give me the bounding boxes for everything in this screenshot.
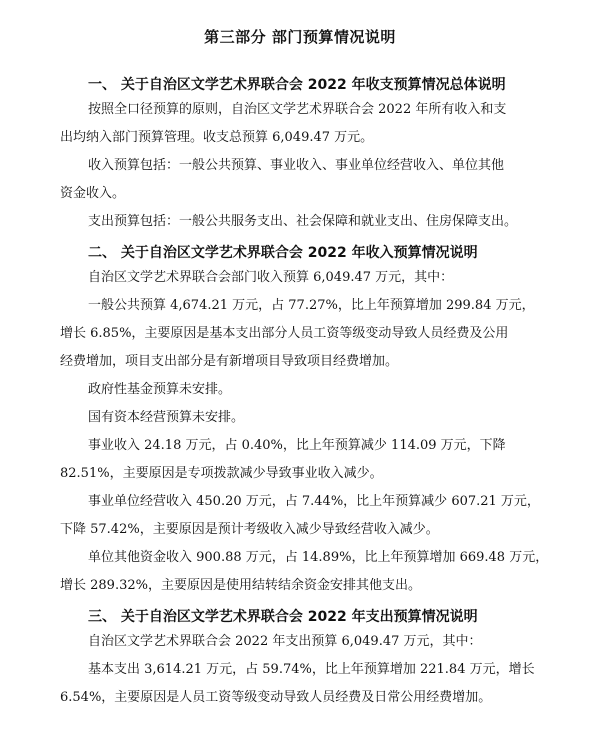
section-1-heading: 一、 关于自治区文学艺术界联合会 2022 年收支预算情况总体说明 [88,77,506,93]
section-2-heading: 二、 关于自治区文学艺术界联合会 2022 年收入预算情况说明 [88,245,478,261]
paragraph-line: 增长 6.85%，主要原因是基本支出部分人员工资等级变动导致人员经费及公用 [60,326,509,341]
paragraph-line: 6.54%，主要原因是人员工资等级变动导致人员经费及日常公用经费增加。 [60,690,492,705]
paragraph-line: 事业单位经营收入 450.20 万元，占 7.44%，比上年预算减少 607.21 万元， [88,494,540,509]
paragraph-line: 事业收入 24.18 万元，占 0.40%，比上年预算减少 114.09 万元，下降 [88,438,506,453]
paragraph-line: 出均纳入部门预算管理。收支总预算 6,049.47 万元。 [60,130,374,145]
paragraph-line: 一般公共预算 4,674.21 万元，占 77.27%，比上年预算增加 299.84 万元， [88,298,535,313]
paragraph-line: 按照全口径预算的原则，自治区文学艺术界联合会 2022 年所有收入和支 [88,102,507,117]
paragraph-line: 单位其他资金收入 900.88 万元，占 14.89%，比上年预算增加 669.48 万元， [88,550,549,565]
paragraph-line: 收入预算包括：一般公共预算、事业收入、事业单位经营收入、单位其他 [88,158,505,173]
paragraph-line: 下降 57.42%，主要原因是预计考级收入减少导致经营收入减少。 [60,522,439,537]
paragraph-line: 支出预算包括：一般公共服务支出、社会保障和就业支出、住房保障支出。 [88,214,518,229]
paragraph-line: 增长 289.32%，主要原因是使用结转结余资金安排其他支出。 [60,578,421,593]
paragraph-line: 自治区文学艺术界联合会部门收入预算 6,049.47 万元，其中： [88,270,454,285]
page-title: 第三部分 部门预算情况说明 [204,28,396,46]
paragraph-line: 82.51%，主要原因是专项拨款减少导致事业收入减少。 [60,466,383,481]
section-3-heading: 三、 关于自治区文学艺术界联合会 2022 年支出预算情况说明 [88,609,478,625]
paragraph-line: 基本支出 3,614.21 万元，占 59.74%，比上年预算增加 221.84 万元，增长 [88,662,535,677]
paragraph-line: 自治区文学艺术界联合会 2022 年支出预算 6,049.47 万元，其中： [88,634,482,649]
paragraph-line: 国有资本经营预算未安排。 [88,410,245,425]
paragraph-line: 经费增加，项目支出部分是有新增项目导致项目经费增加。 [60,354,399,369]
paragraph-line: 政府性基金预算未安排。 [88,382,232,397]
paragraph-line: 资金收入。 [60,186,126,201]
